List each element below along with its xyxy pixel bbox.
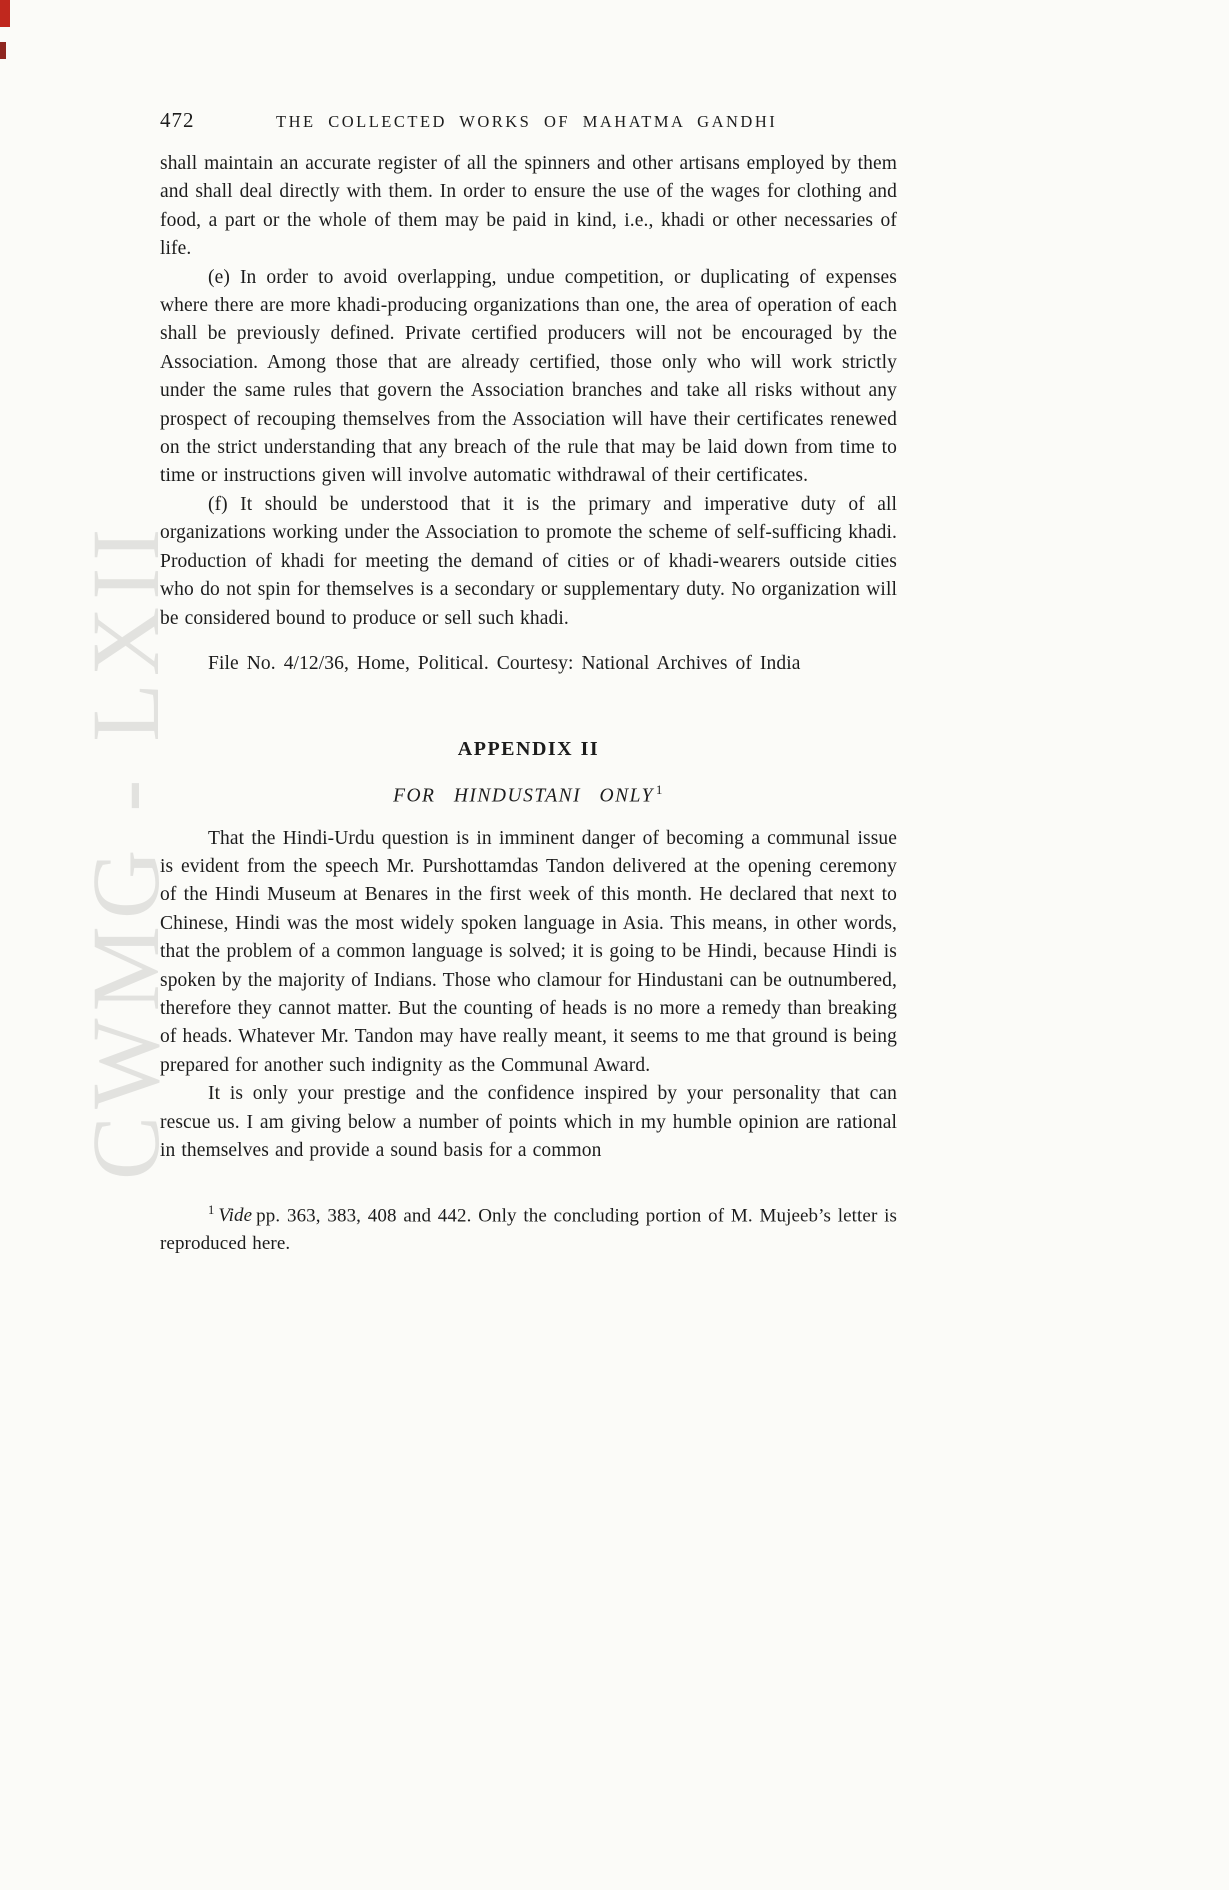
appendix-subheading-text: FOR HINDUSTANI ONLY	[393, 785, 654, 807]
page-body	[160, 150, 897, 1258]
page-header	[160, 108, 897, 138]
footnote-text: pp. 363, 383, 408 and 442. Only the concluding portion of M. Mujeeb’s letter is reproduced here.	[160, 1204, 897, 1254]
page-number: 472	[160, 108, 195, 132]
footnote-reference-mark: 1	[655, 781, 664, 797]
paragraph-continuation: shall maintain an accurate register of all the spinners and other artisans employed by them and shall deal directly with them. In order to ensure the use of the wages for clothing and food, a part or the whole of them may be paid in kind, i.e., khadi or other necessaries of life.	[160, 153, 897, 260]
appendix-subheading	[160, 776, 897, 811]
paragraph-clause-f: (f) It should be understood that it is the primary and imperative duty of all organizations working under the Association to promote the scheme of self-sufficing khadi. Production of khadi for meeting the demand of cities or of khadi-wearers outside cities who do not spin for themselves is a secondary or supplementary duty. No organization will be considered bound to produce or sell such khadi.	[160, 493, 897, 629]
source-attribution: File No. 4/12/36, Home, Political. Courtesy: National Archives of India	[208, 652, 801, 674]
footnote-marker: 1	[208, 1202, 215, 1217]
appendix-heading: APPENDIX II	[457, 738, 600, 761]
appendix-paragraph-1: That the Hindi-Urdu question is in imminent danger of becoming a communal issue is evident from the speech Mr. Purshottamdas Tandon delivered at the opening ceremony of the Hindi Museum at Benares in the first week of this month. He declared that next to Chinese, Hindi was the most widely spoken language in Asia. This means, in other words, that the problem of a common language is solved; it is going to be Hindi, because Hindi is spoken by the majority of Indians. Those who clamour for Hindustani can be outnumbered, therefore they cannot matter. But the counting of heads is no more a remedy than breaking of heads. Whatever Mr. Tandon may have really meant, it seems to me that ground is being prepared for another such indignity as the Communal Award.	[160, 827, 897, 1076]
paragraph-clause-e: (e) In order to avoid overlapping, undue competition, or duplicating of expenses where there are more khadi-producing organizations than one, the area of operation of each shall be previously defined. Private certified producers will not be encouraged by the Association. Among those that are already certified, those only who will work strictly under the same rules that govern the Association branches and take all risks without any prospect of recouping themselves from the Association will have their certificates renewed on the strict understanding that any breach of the rule that may be laid down from time to time or instructions given will involve automatic withdrawal of their certificates.	[160, 266, 897, 487]
volume-watermark: CWMG - LXII	[72, 521, 179, 1180]
appendix-body	[160, 825, 897, 1166]
running-title: THE COLLECTED WORKS OF MAHATMA GANDHI	[276, 112, 778, 131]
red-edge-mark-lower	[0, 42, 6, 59]
red-edge-mark-top	[0, 0, 10, 27]
footnote	[160, 1196, 897, 1258]
appendix-paragraph-2: It is only your prestige and the confidence inspired by your personality that can rescue us. I am giving below a number of points which in my humble opinion are rational in themselves and provide a sound basis for a common	[160, 1083, 897, 1162]
footnote-vide: Vide	[218, 1204, 253, 1226]
